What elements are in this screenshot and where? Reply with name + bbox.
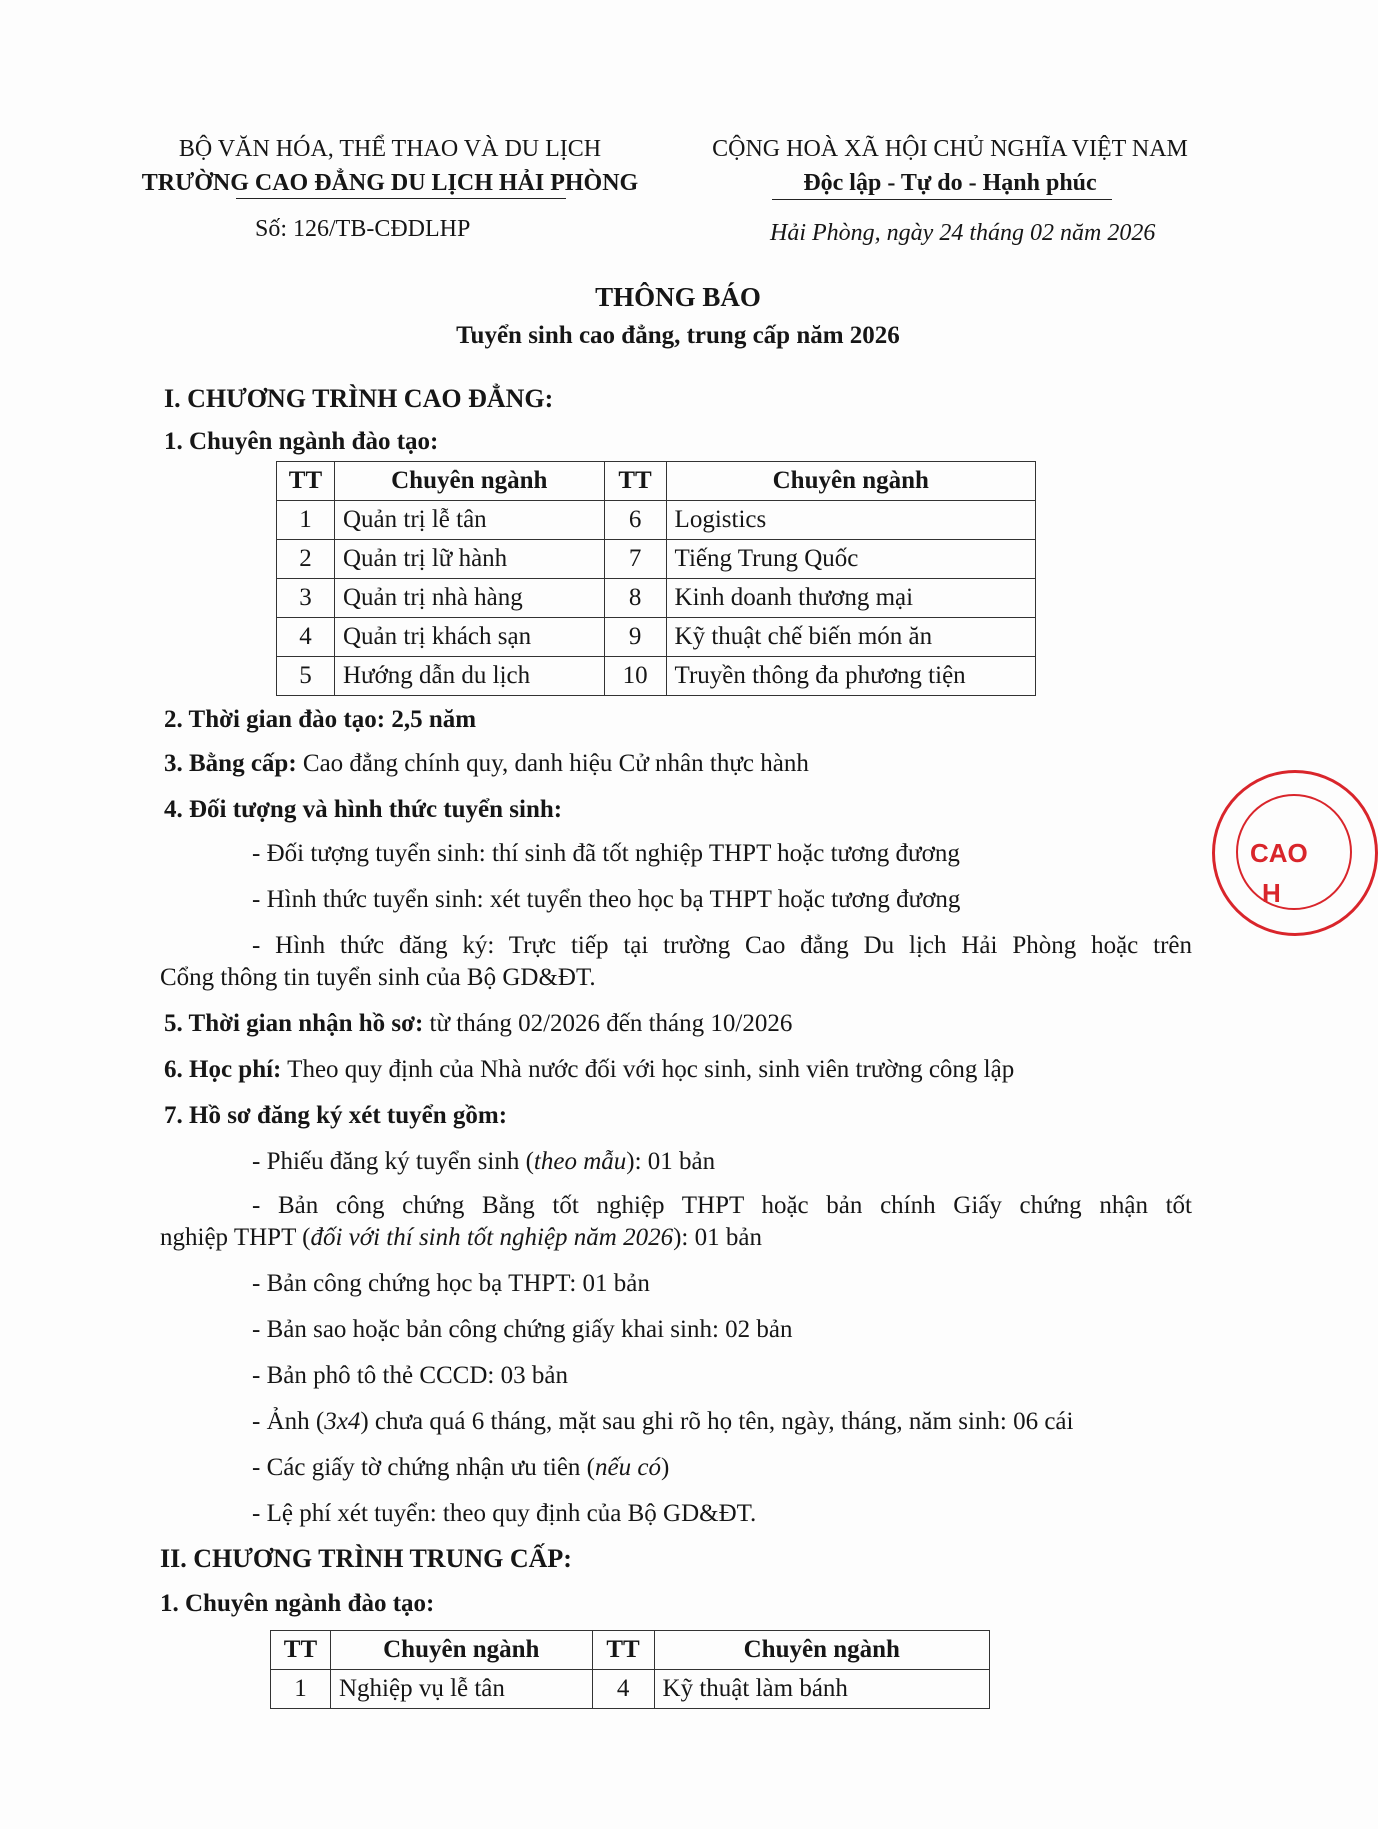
row-number: 9 [604,618,666,657]
register-line-2: Cổng thông tin tuyển sinh của Bộ GD&ĐT. [160,964,596,991]
row-number: 3 [277,579,335,618]
doc-text-italic: 3x4 [324,1408,361,1435]
doc-text: nghiệp THPT ( [160,1224,311,1251]
intermediate-heading: II. CHƯƠNG TRÌNH TRUNG CẤP: [160,1544,572,1573]
tt-header: TT [592,1631,654,1670]
major-name: Hướng dẫn du lịch [334,657,604,696]
degree-label: 3. Bằng cấp: [164,750,297,777]
doc-text: - Phiếu đăng ký tuyển sinh ( [252,1148,534,1175]
document-title: THÔNG BÁO [595,282,761,312]
doc-item-id: - Bản phô tô thẻ CCCD: 03 bản [252,1362,568,1389]
major-name: Quản trị lễ tân [334,501,604,540]
major-name: Quản trị nhà hàng [334,579,604,618]
table-row [277,579,1036,618]
table-row [271,1670,990,1709]
major-name: Truyền thông đa phương tiện [666,657,1035,696]
doc-item-birth: - Bản sao hoặc bản công chứng giấy khai sinh: 02 bản [252,1316,793,1343]
college-majors-table [276,461,1036,696]
college-majors-heading: 1. Chuyên ngành đào tạo: [164,428,439,455]
major-name: Quản trị lữ hành [334,540,604,579]
tt-header: TT [277,462,335,501]
country-name: CỘNG HOÀ XÃ HỘI CHỦ NGHĨA VIỆT NAM [712,136,1188,162]
doc-text: - Ảnh ( [252,1408,325,1435]
ministry-name: BỘ VĂN HÓA, THỂ THAO VÀ DU LỊCH [178,136,602,162]
doc-text: - Các giấy tờ chứng nhận ưu tiên ( [252,1454,596,1481]
college-heading: I. CHƯƠNG TRÌNH CAO ĐẲNG: [164,384,554,413]
national-motto: Độc lập - Tự do - Hạnh phúc [803,170,1097,196]
row-number: 10 [604,657,666,696]
doc-item-photo [252,1408,1073,1436]
major-name: Logistics [666,501,1035,540]
school-name: TRƯỜNG CAO ĐẲNG DU LỊCH HẢI PHÒNG [141,170,639,196]
document-number: Số: 126/TB-CĐDLHP [255,216,471,242]
row-number: 1 [271,1670,331,1709]
row-number: 2 [277,540,335,579]
intermediate-majors-heading: 1. Chuyên ngành đào tạo: [160,1590,435,1617]
tt-header: TT [271,1631,331,1670]
row-number: 5 [277,657,335,696]
degree-line [164,750,809,778]
major-header: Chuyên ngành [654,1631,989,1670]
doc-text: ): 01 bản [673,1224,762,1251]
doc-text: ) chưa quá 6 tháng, mặt sau ghi rõ họ tên, ngày, tháng, năm sinh: 06 cái [360,1408,1074,1435]
doc-text-italic: nếu có [595,1454,661,1481]
row-number: 4 [592,1670,654,1709]
doc-item-priority [252,1454,669,1482]
major-name: Tiếng Trung Quốc [666,540,1035,579]
tt-header: TT [604,462,666,501]
target-heading: 4. Đối tượng và hình thức tuyển sinh: [164,796,563,823]
doc-item-fee: - Lệ phí xét tuyển: theo quy định của Bộ GD&ĐT. [252,1500,757,1527]
fee-label: 6. Học phí: [164,1056,282,1083]
doc-item-transcript: - Bản công chứng học bạ THPT: 01 bản [252,1270,650,1297]
intake-line [164,1010,792,1038]
doc-text-italic: đối với thí sinh tốt nghiệp năm 2026 [310,1224,674,1251]
motto-underline [772,199,1112,200]
duration-line: 2. Thời gian đào tạo: 2,5 năm [164,706,477,733]
row-number: 6 [604,501,666,540]
table-header-row [277,462,1036,501]
major-name: Nghiệp vụ lễ tân [330,1670,592,1709]
document-subtitle: Tuyển sinh cao đẳng, trung cấp năm 2026 [456,322,900,349]
row-number: 8 [604,579,666,618]
register-line-1: - Hình thức đăng ký: Trực tiếp tại trường Cao đẳng Du lịch Hải Phòng hoặc trên [252,932,1192,959]
major-header: Chuyên ngành [666,462,1035,501]
fee-line [164,1056,1014,1084]
row-number: 7 [604,540,666,579]
docs-heading: 7. Hồ sơ đăng ký xét tuyển gồm: [164,1102,508,1129]
seal-text: H [1262,878,1281,908]
major-header: Chuyên ngành [334,462,604,501]
major-name: Kỹ thuật làm bánh [654,1670,989,1709]
intermediate-majors-table [270,1630,990,1709]
target-item: - Hình thức tuyển sinh: xét tuyển theo học bạ THPT hoặc tương đương [252,886,961,913]
document-date: Hải Phòng, ngày 24 tháng 02 năm 2026 [770,220,1156,246]
table-row [277,618,1036,657]
major-name: Kinh doanh thương mại [666,579,1035,618]
table-row [277,501,1036,540]
major-name: Kỹ thuật chế biến món ăn [666,618,1035,657]
doc-item-form [252,1148,715,1176]
doc-text: ) [660,1454,670,1481]
major-name: Quản trị khách sạn [334,618,604,657]
intake-label: 5. Thời gian nhận hồ sơ: [164,1010,424,1037]
fee-value: Theo quy định của Nhà nước đối với học sinh, sinh viên trường công lập [281,1056,1015,1083]
doc-item-diploma-1: - Bản công chứng Bằng tốt nghiệp THPT hoặc bản chính Giấy chứng nhận tốt [252,1192,1192,1219]
table-row [277,657,1036,696]
major-header: Chuyên ngành [330,1631,592,1670]
school-underline [236,198,566,199]
intake-value: từ tháng 02/2026 đến tháng 10/2026 [423,1010,793,1037]
doc-item-diploma-2 [160,1224,762,1252]
row-number: 4 [277,618,335,657]
degree-value: Cao đẳng chính quy, danh hiệu Cử nhân thực hành [296,750,809,777]
doc-text: ): 01 bản [626,1148,716,1175]
table-header-row [271,1631,990,1670]
seal-text: CAO [1250,838,1308,868]
doc-text-italic: theo mẫu [533,1148,627,1175]
target-item: - Đối tượng tuyển sinh: thí sinh đã tốt nghiệp THPT hoặc tương đương [252,840,960,867]
row-number: 1 [277,501,335,540]
table-row [277,540,1036,579]
